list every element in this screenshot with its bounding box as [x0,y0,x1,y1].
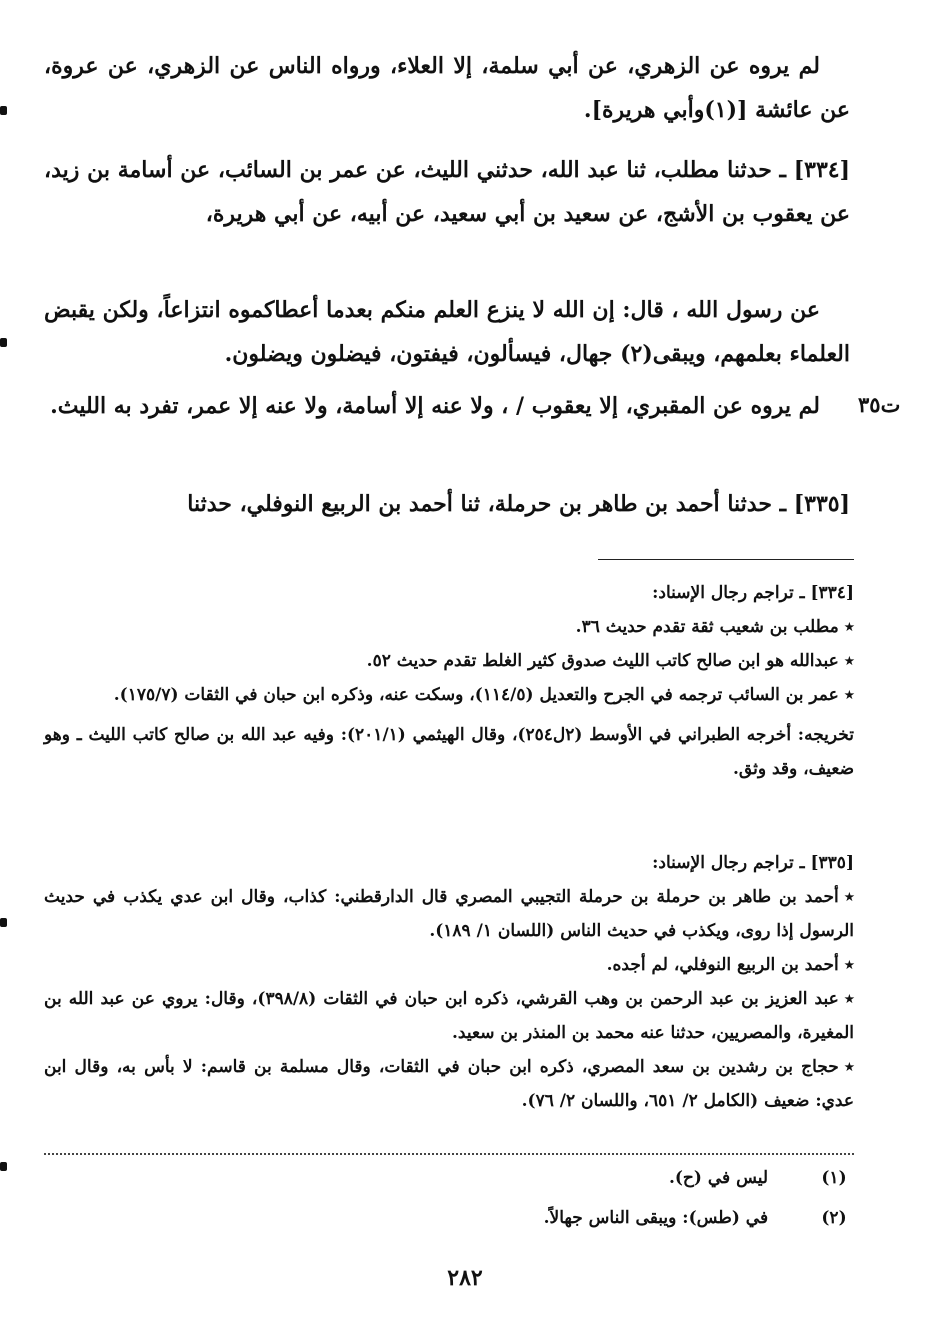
notes-separator [44,1153,854,1155]
paragraph-1: لم يروه عن الزهري، عن أبي سلمة، إلا العلاء، ورواه الناس عن الزهري، عن عروة، عن عائشة [(١)وأبي هريرة]. [44,53,850,123]
scan-mark [0,918,7,927]
bullet-icon: ٭ [844,617,854,637]
note-text: ليس في (ح). [668,1168,769,1188]
section-heading-335: [٣٣٥] ـ تراجم رجال الإسناد: [652,853,854,873]
note-number: (١) [821,1168,847,1188]
bullet-icon: ٭ [844,989,854,1009]
bullet-icon: ٭ [844,685,854,705]
bullet-icon: ٭ [844,651,854,671]
scan-mark [0,106,7,115]
bullet-icon: ٭ [844,1057,854,1077]
hadith-334: [٣٣٤] ـ حدثنا مطلب، ثنا عبد الله، حدثني الليث، عن عمر بن السائب، عن أسامة بن زيد، عن يعقوب بن الأشج، عن سعيد بن أبي سعيد، عن أبيه، عن أبي هريرة، [44,157,850,227]
note-number: (٢) [821,1208,847,1228]
footnotes-335 [44,846,854,1118]
footnote-item: ٭عبد العزيز بن عبد الرحمن بن وهب القرشي، ذكره ابن حبان في الثقات (٣٩٨/٨)، وقال: يروي عن عبد الله بن المغيرة، والمصريين، حدثنا عنه محمد بن المنذر بن سعيد. [44,989,854,1043]
hadith-334-matn: عن رسول الله ، قال: إن الله لا ينزع العلم منكم بعدما أعطاكموه انتزاعاً، ولكن يقبض العلماء بعلمهم، ويبقى(٢) جهال، فيسألون، فيفتون، فيضلون ويضلون. [44,297,850,367]
footnote-item: ٭مطلب بن شعيب ثقة تقدم حديث ٣٦. [575,617,854,637]
footnote-item: ٭حجاج بن رشدين بن سعد المصري، ذكره ابن حبان في الثقات، وقال مسلمة بن قاسم: لا بأس به، وقال ابن عدي: ضعيف (الكامل ٢/ ٦٥١، واللسان ٢/ ٧٦). [44,1057,854,1111]
hadith-335: [٣٣٥] ـ حدثنا أحمد بن طاهر بن حرملة، ثنا أحمد بن الربيع النوفلي، حدثنا [187,491,850,517]
note-1 [44,1168,854,1188]
note-2 [44,1208,854,1228]
footnote-item: ٭عمر بن السائب ترجمه في الجرح والتعديل (١١٤/٥)، وسكت عنه، وذكره ابن حبان في الثقات (١٧٥/٧). [113,685,854,705]
footnotes-334 [44,576,854,786]
takhrij-334: تخريجه: أخرجه الطبراني في الأوسط (٢ل٢٥٤)، وقال الهيثمي (٢٠١/١): وفيه عبد الله بن صالح كاتب الليث ـ وهو ضعيف، وقد وثق. [44,725,854,779]
bullet-icon: ٭ [844,887,854,907]
note-text: في (طس): ويبقى الناس جهالاً. [543,1208,769,1228]
page-number: ٢٨٢ [447,1265,483,1291]
margin-note: ت٣٥ [858,392,901,417]
scan-mark [0,338,7,347]
footnote-item: ٭عبدالله هو ابن صالح كاتب الليث صدوق كثير الغلط تقدم حديث ٥٢. [366,651,854,671]
footnote-separator [598,559,854,560]
footnote-item: ٭أحمد بن الربيع النوفلي، لم أجده. [606,955,854,975]
paragraph-4: لم يروه عن المقبري، إلا يعقوب / ، ولا عنه إلا أسامة، ولا عنه إلا عمر، تفرد به الليث. [50,393,820,419]
scan-mark [0,1162,7,1171]
bullet-icon: ٭ [844,955,854,975]
footnote-item: ٭أحمد بن طاهر بن حرملة بن حرملة التجيبي المصري قال الدارقطني: كذاب، وقال ابن عدي يكذب في حديث الرسول إذا روى، ويكذب في حديث الناس (اللسان ١/ ١٨٩). [44,887,854,941]
section-heading-334: [٣٣٤] ـ تراجم رجال الإسناد: [652,583,854,603]
